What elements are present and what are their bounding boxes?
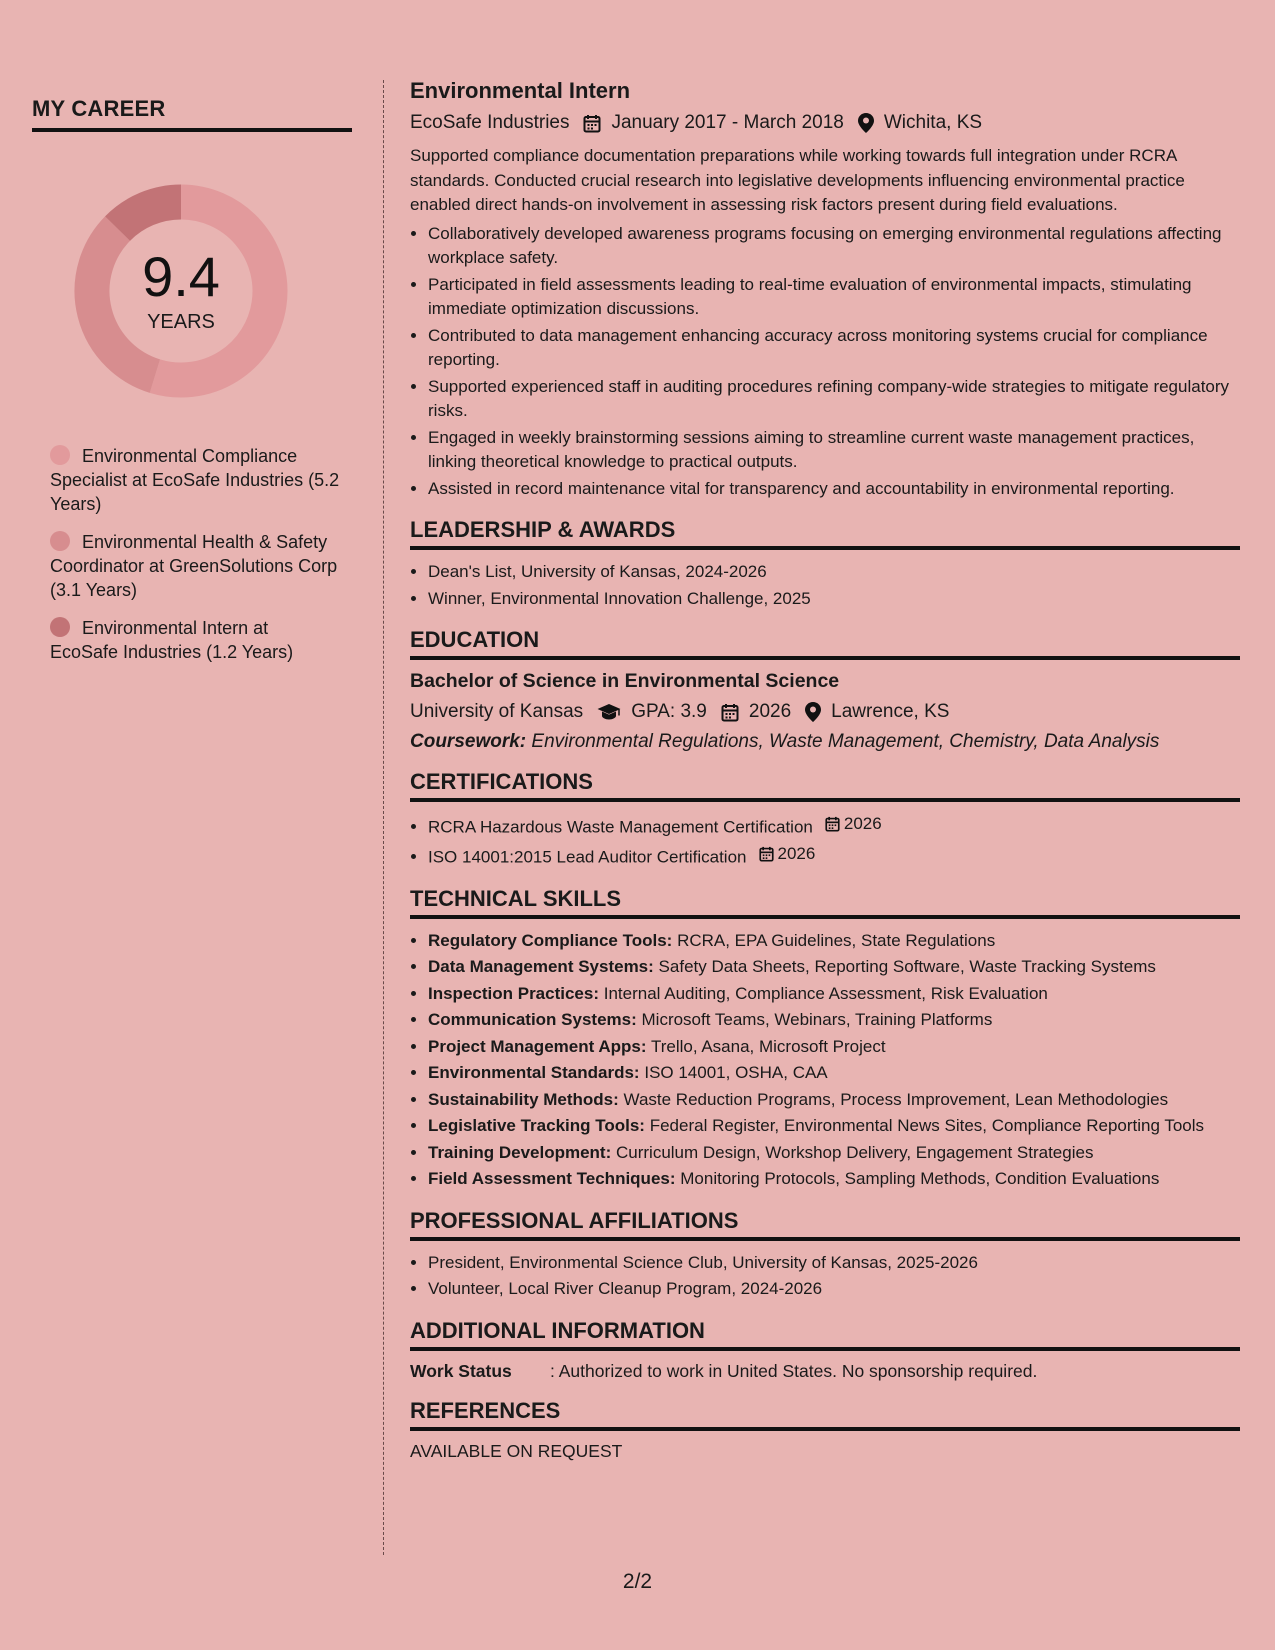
skill-label: Regulatory Compliance Tools: xyxy=(428,930,673,950)
work-status-label: Work Status xyxy=(410,1360,512,1381)
skill-item xyxy=(428,1088,1240,1113)
skill-item xyxy=(428,982,1240,1007)
skill-value: Waste Reduction Programs, Process Improvement, Lean Methodologies xyxy=(623,1089,1169,1109)
job-bullet: • Participated in field assessments leading to real-time evaluation of environmental impacts, stimulating immediate optimization discussions. xyxy=(428,273,1240,322)
calendar-icon xyxy=(721,703,739,722)
skill-label: Field Assessment Techniques: xyxy=(428,1169,676,1188)
career-title: MY CAREER xyxy=(32,96,352,132)
skill-label: Communication Systems: xyxy=(428,1010,637,1029)
career-legend xyxy=(50,444,340,664)
skill-item xyxy=(428,955,1240,980)
coursework-label: Coursework: xyxy=(410,731,527,752)
leadership-title: LEADERSHIP & AWARDS xyxy=(410,517,1240,550)
column-divider xyxy=(383,80,384,1555)
education-meta xyxy=(410,701,1240,723)
skill-value: Safety Data Sheets, Reporting Software, Waste Tracking Systems xyxy=(658,957,1156,976)
skill-label: Inspection Practices: xyxy=(428,983,600,1003)
skill-value: Monitoring Protocols, Sampling Methods, Condition Evaluations xyxy=(680,1169,1160,1188)
affiliations-title: PROFESSIONAL AFFILIATIONS xyxy=(410,1208,1240,1241)
education-title: EDUCATION xyxy=(410,627,1240,660)
certifications-title: CERTIFICATIONS xyxy=(410,769,1240,802)
total-years-unit: YEARS xyxy=(147,310,215,333)
skill-item xyxy=(428,1141,1240,1166)
education-gpa: GPA: 3.9 xyxy=(631,701,707,722)
certifications-list xyxy=(410,812,1240,870)
certification-year: 2026 xyxy=(777,843,816,863)
job-bullet: • Supported experienced staff in auditing procedures refining company-wide strategies to mitigate regulatory risks. xyxy=(428,375,1240,424)
career-donut-chart xyxy=(66,176,296,406)
skill-value: Microsoft Teams, Webinars, Training Platforms xyxy=(641,1010,993,1029)
legend-label: Environmental Compliance Specialist at EcoSafe Industries (5.2 Years) xyxy=(50,446,340,514)
skill-value: RCRA, EPA Guidelines, State Regulations xyxy=(677,930,996,950)
job-bullet: • Collaboratively developed awareness programs focusing on emerging environmental regulations affecting workplace safety. xyxy=(428,222,1240,271)
skill-item xyxy=(428,1008,1240,1033)
skill-label: Environmental Standards: xyxy=(428,1063,640,1082)
legend-dot xyxy=(50,617,70,637)
leadership-item: • Dean's List, University of Kansas, 2024-2026 xyxy=(428,560,1240,585)
affiliation-item: • President, Environmental Science Club, University of Kansas, 2025-2026 xyxy=(428,1251,1240,1276)
leadership-list xyxy=(410,560,1240,611)
calendar-icon xyxy=(825,816,844,832)
skill-label: Training Development: xyxy=(428,1142,612,1162)
certification-year-wrap xyxy=(825,812,882,837)
skill-item xyxy=(428,1167,1240,1192)
location-pin-icon xyxy=(805,702,821,722)
affiliation-item: • Volunteer, Local River Cleanup Program, 2024-2026 xyxy=(428,1277,1240,1302)
legend-label: Environmental Intern at EcoSafe Industries (1.2 Years) xyxy=(50,618,294,662)
work-status-value: : Authorized to work in United States. No sponsorship required. xyxy=(550,1360,1038,1381)
job-title: Environmental Intern xyxy=(410,78,631,103)
graduation-cap-icon xyxy=(597,703,621,721)
job-bullet-list xyxy=(410,222,1240,502)
job-location: Wichita, KS xyxy=(883,112,983,133)
job-dates: January 2017 - March 2018 xyxy=(611,112,844,133)
legend-dot xyxy=(50,531,70,551)
work-status-row xyxy=(410,1361,1240,1382)
skill-item xyxy=(428,1035,1240,1060)
sidebar xyxy=(32,96,352,678)
legend-item xyxy=(50,616,340,664)
certification-name: ISO 14001:2015 Lead Auditor Certification xyxy=(428,847,747,866)
location-pin-icon xyxy=(858,113,874,133)
calendar-icon xyxy=(583,114,601,133)
education-coursework xyxy=(410,731,1240,753)
certification-name: RCRA Hazardous Waste Management Certification xyxy=(428,817,813,837)
certification-year-wrap xyxy=(759,842,816,867)
skill-value: Internal Auditing, Compliance Assessment, Risk Evaluation xyxy=(603,983,1048,1003)
job-bullet: • Engaged in weekly brainstorming sessions aiming to streamline current waste management practices, linking theoretical knowledge to practical outputs. xyxy=(428,426,1240,475)
legend-dot xyxy=(50,445,70,465)
additional-title: ADDITIONAL INFORMATION xyxy=(410,1318,1240,1351)
affiliations-list xyxy=(410,1251,1240,1302)
certification-item xyxy=(428,842,1240,870)
skill-label: Legislative Tracking Tools: xyxy=(428,1116,645,1135)
skill-item xyxy=(428,929,1240,954)
job-meta xyxy=(410,112,1240,134)
calendar-icon xyxy=(759,846,778,862)
legend-item xyxy=(50,530,340,602)
education-school: University of Kansas xyxy=(410,701,584,722)
education-degree: Bachelor of Science in Environmental Science xyxy=(410,670,840,692)
skill-value: Federal Register, Environmental News Sites, Compliance Reporting Tools xyxy=(649,1116,1205,1135)
references-title: REFERENCES xyxy=(410,1398,1240,1431)
job-summary: Supported compliance documentation preparations while working towards full integration under RCRA standards. Conducted crucial research into legislative developments influencing environmental practice enabled direct hands-on involvement in assessing risk factors present during field evaluations. xyxy=(410,146,1185,214)
education-location: Lawrence, KS xyxy=(831,701,950,722)
skill-item xyxy=(428,1114,1240,1139)
job-bullet: • Assisted in record maintenance vital for transparency and accountability in environmental reporting. xyxy=(428,477,1240,502)
skill-value: Curriculum Design, Workshop Delivery, Engagement Strategies xyxy=(615,1142,1094,1162)
page-number: 2/2 xyxy=(622,1570,653,1593)
skill-item xyxy=(428,1061,1240,1086)
coursework-text: Environmental Regulations, Waste Management, Chemistry, Data Analysis xyxy=(531,731,1160,752)
certification-item xyxy=(428,812,1240,840)
skills-list xyxy=(410,929,1240,1192)
job-bullet: • Contributed to data management enhancing accuracy across monitoring systems crucial for compliance reporting. xyxy=(428,324,1240,373)
skill-label: Data Management Systems: xyxy=(428,957,654,976)
skill-label: Project Management Apps: xyxy=(428,1036,647,1056)
leadership-item: • Winner, Environmental Innovation Challenge, 2025 xyxy=(428,587,1240,612)
job-company: EcoSafe Industries xyxy=(410,112,570,133)
skill-label: Sustainability Methods: xyxy=(428,1089,619,1109)
main-content xyxy=(410,78,1240,1462)
skill-value: ISO 14001, OSHA, CAA xyxy=(644,1063,828,1082)
skill-value: Trello, Asana, Microsoft Project xyxy=(650,1036,886,1056)
skills-title: TECHNICAL SKILLS xyxy=(410,886,1240,919)
certification-year: 2026 xyxy=(843,814,882,833)
total-years-value: 9.4 xyxy=(142,244,220,308)
legend-label: Environmental Health & Safety Coordinator at GreenSolutions Corp (3.1 Years) xyxy=(50,532,338,600)
education-year: 2026 xyxy=(748,701,792,722)
references-text: AVAILABLE ON REQUEST xyxy=(410,1440,623,1461)
legend-item xyxy=(50,444,340,516)
